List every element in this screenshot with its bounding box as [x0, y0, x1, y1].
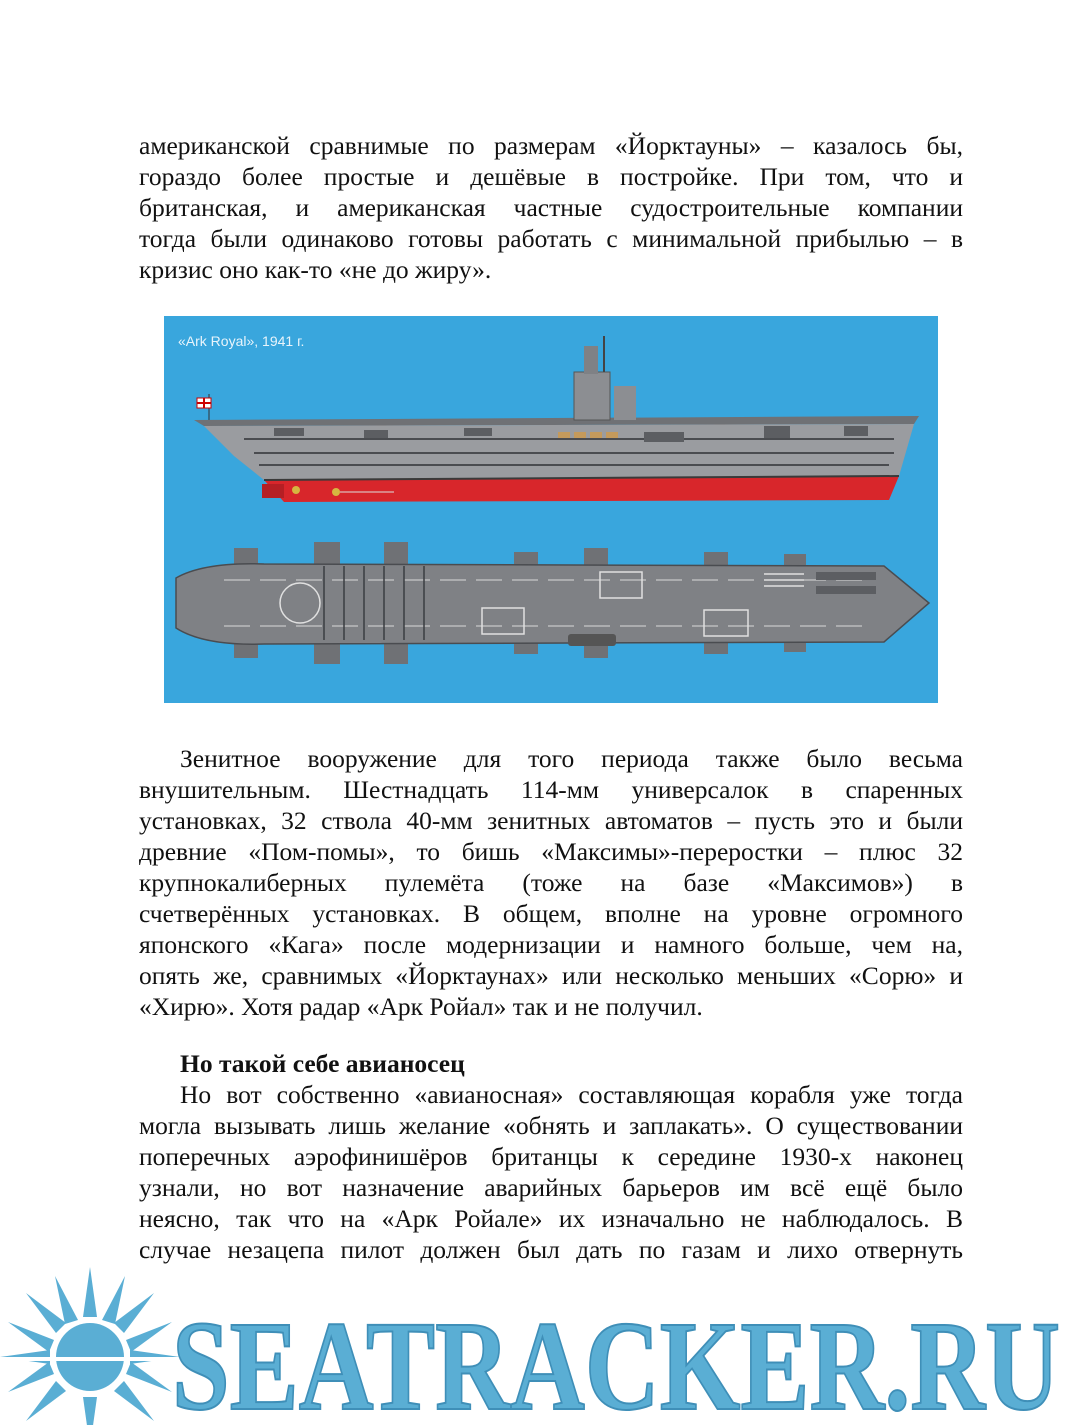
- text-line: поперечных аэрофинишёров британцы к середине 1930-х наконец: [139, 1142, 963, 1171]
- section-carrier: [139, 1048, 963, 1265]
- sea-background: [164, 316, 938, 703]
- text-line: гораздо более простые и дешёвые в постройке. При том, что и: [139, 162, 963, 191]
- ship-illustration: [164, 316, 938, 703]
- text-line: узнали, но вот назначение аварийных барьеров им всё ещё было: [139, 1173, 963, 1202]
- paragraph-aa-armament: [139, 743, 963, 1022]
- text-line: внушительным. Шестнадцать 114-мм универсалок в спаренных: [139, 775, 963, 804]
- section-heading: Но такой себе авианосец: [180, 1049, 465, 1078]
- text-line: древние «Пом-помы», то бишь «Максимы»-переростки – плюс 32: [139, 837, 963, 866]
- text-line: Зенитное вооружение для того периода также было весьма: [180, 744, 963, 773]
- text-line: могла вызывать лишь желание «обнять и заплакать». О существовании: [139, 1111, 963, 1140]
- sun-icon: [0, 1267, 180, 1425]
- text-line: тогда были одинаково готовы работать с минимальной прибылью – в: [139, 224, 963, 253]
- text-line: британская, и американская частные судостроительные компании: [139, 193, 963, 222]
- text-line: установках, 32 ствола 40-мм зенитных автоматов – пусть это и были: [139, 806, 963, 835]
- watermark-text: SEATRACKER.RU: [172, 1295, 1060, 1425]
- text-line: «Хирю». Хотя радар «Арк Ройал» так и не получил.: [139, 992, 703, 1021]
- figure-caption: «Ark Royal», 1941 г.: [178, 333, 305, 349]
- text-line: счетверённых установках. В общем, вполне на уровне огромного: [139, 899, 963, 928]
- text-line: крупнокалиберных пулемёта (тоже на базе «Максимов») в: [139, 868, 963, 897]
- island: [574, 372, 610, 420]
- text-line: случае незацепа пилот должен был дать по газам и лихо отвернуть: [139, 1235, 963, 1264]
- watermark-logo: [0, 1262, 1080, 1425]
- text-line: опять же, сравнимых «Йорктаунах» или несколько меньших «Сорю» и: [139, 961, 963, 990]
- text-line: Но вот собственно «авианосная» составляющая корабля уже тогда: [180, 1080, 963, 1109]
- text-line: неясно, так что на «Арк Ройале» их изначально не наблюдалось. В: [139, 1204, 963, 1233]
- paragraph-intro: [139, 130, 963, 285]
- text-line: японского «Кага» после модернизации и намного больше, чем на,: [139, 930, 963, 959]
- text-line: кризис оно как-то «не до жиру».: [139, 255, 492, 284]
- text-line: американской сравнимые по размерам «Йорктауны» – казалось бы,: [139, 131, 963, 160]
